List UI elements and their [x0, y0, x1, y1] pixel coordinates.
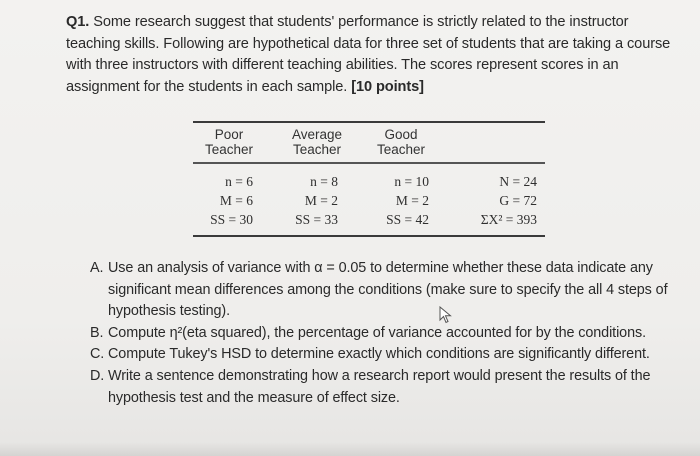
column-header-average: [281, 127, 353, 157]
part-label: C.: [90, 346, 105, 363]
summary-total-n: N = 24: [499, 174, 537, 189]
column-header-good: [367, 127, 435, 157]
header-line-2: Teacher: [376, 142, 426, 157]
summary-sum-x-squared: ΣX² = 393: [480, 212, 537, 227]
part-text: Write a sentence demonstrating how a research report would present the results of the hypothesis test and the measure of effect size.: [108, 367, 651, 406]
column-header-poor: [195, 127, 263, 157]
poor-mean: M = 6: [219, 193, 253, 208]
header-line-1: Good: [384, 127, 418, 142]
average-ss: SS = 33: [295, 212, 338, 227]
list-item: [90, 366, 690, 409]
poor-ss: SS = 30: [210, 212, 253, 227]
part-text: Use an analysis of variance with α = 0.05 to determine whether these data indicate any significant mean differences among the conditions (make sure to specify the all 4 steps of hypothesis testing).: [108, 260, 668, 320]
part-label: D.: [90, 367, 105, 384]
part-label: A.: [90, 260, 104, 276]
part-text: Compute Tukey's HSD to determine exactly which conditions are significantly different.: [108, 346, 650, 363]
question-paragraph: [66, 12, 676, 98]
part-label: B.: [90, 324, 104, 341]
part-text: Compute η²(eta squared), the percentage of variance accounted for by the conditions.: [108, 324, 646, 341]
list-item: [90, 323, 690, 345]
average-mean: M = 2: [304, 193, 338, 208]
question-parts-list: [90, 258, 690, 409]
header-line-1: Average: [291, 127, 343, 142]
list-item: [90, 258, 690, 323]
average-n: n = 8: [310, 174, 338, 189]
data-table: [193, 121, 545, 241]
good-mean: M = 2: [395, 193, 429, 208]
header-line-2: Teacher: [204, 142, 254, 157]
table-bottom-rule: [193, 235, 545, 237]
table-top-rule: [193, 121, 545, 123]
table-header-rule: [193, 162, 545, 164]
header-line-1: Poor: [214, 127, 244, 142]
summary-grand-total: G = 72: [499, 193, 537, 208]
mouse-pointer-icon: [439, 306, 453, 324]
list-item: [90, 344, 690, 366]
poor-n: n = 6: [225, 174, 253, 189]
good-ss: SS = 42: [386, 212, 429, 227]
question-points: [10 points]: [351, 78, 424, 95]
photo-edge-shadow: [0, 442, 700, 456]
question-text: Some research suggest that students' performance is strictly related to the instructor teaching skills. Following are hypothetical data for three set of students that are taking a course with three instructors with different teaching abilities. The scores represent scores in an assignment for the students in each sample.: [66, 14, 671, 95]
question-number: Q1.: [66, 14, 90, 30]
good-n: n = 10: [394, 174, 429, 189]
header-line-2: Teacher: [292, 142, 342, 157]
